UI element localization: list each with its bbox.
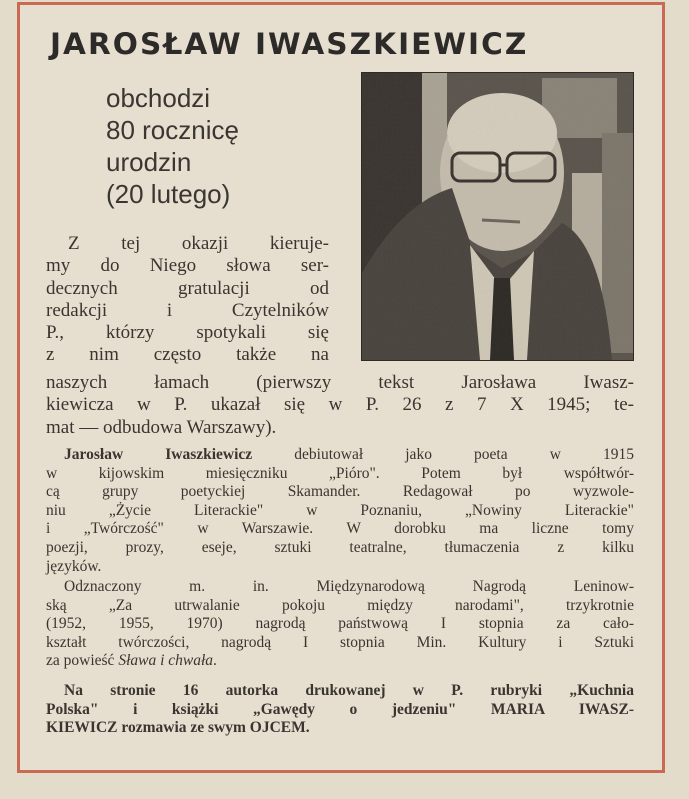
bio-line: cą grupy poetyckiej Skamander. Redagował po wyzwole-	[46, 483, 634, 501]
bio-line: języków.	[46, 557, 102, 575]
awards-line: ską „Za utrwalanie pokoju między narodami", trzykrotnie	[46, 596, 634, 614]
awards-line	[46, 652, 634, 671]
subtitle-line: 80 rocznicę	[106, 115, 239, 145]
intro-line: kiewicza w P. ukazał się w P. 26 z 7 X 1945; te-	[46, 394, 634, 416]
article-subtitle	[106, 82, 239, 210]
intro-line: naszych łamach (pierwszy tekst Jarosława Iwasz-	[46, 372, 634, 393]
intro-line: Z tej okazji kieruje-	[68, 233, 329, 254]
subtitle-line: obchodzi	[106, 83, 211, 113]
intro-line: z nim często także na	[46, 344, 329, 366]
portrait-photo	[361, 72, 634, 361]
portrait-image-icon	[362, 73, 633, 360]
intro-line: redakcji i Czytelników	[46, 299, 329, 321]
awards-line: (1952, 1955, 1970) nagrodą państwową I stopnia za cało-	[46, 615, 634, 633]
bio-line: i „Twórczość" w Warszawie. W dorobku ma liczne tomy	[46, 520, 634, 538]
awards-paragraph	[46, 578, 634, 671]
intro-line: mat — odbudowa Warszawy).	[46, 416, 277, 438]
bio-line: w kijowskim miesięczniku „Pióro". Potem był współtwór-	[46, 464, 634, 482]
biography-paragraph	[46, 446, 634, 576]
bio-name: Jarosław Iwaszkiewicz	[64, 446, 253, 463]
awards-text: .	[213, 652, 217, 670]
intro-line: P., którzy spotykali się	[46, 322, 329, 344]
final-note	[46, 682, 634, 738]
intro-paragraph	[46, 233, 329, 367]
intro-paragraph-continued	[46, 372, 634, 439]
awards-line: kształt twórczości, nagrodą I stopnia Min. Kultury i Sztuki	[46, 633, 634, 651]
intro-line: decznych gratulacji od	[46, 277, 329, 299]
final-line: Na stronie 16 autorka drukowanej w P. rubryki „Kuchnia	[64, 682, 634, 699]
bio-line: poezji, prozy, eseje, sztuki teatralne, tłumaczenia z kilku	[46, 538, 634, 556]
novel-title: Sława i chwała	[118, 652, 214, 670]
subtitle-line: urodzin	[106, 147, 192, 177]
subtitle-line: (20 lutego)	[106, 179, 231, 209]
bio-line: niu „Życie Literackie" w Poznaniu, „Nowiny Literackie"	[46, 501, 634, 519]
bio-line	[46, 446, 634, 465]
awards-text: za powieść	[46, 652, 119, 670]
bio-text: debiutował jako poeta w 1915	[252, 446, 634, 463]
final-line: Polska" i książki „Gawędy o jedzeniu" MARIA IWASZ-	[46, 700, 634, 718]
intro-line: my do Niego słowa ser-	[46, 255, 329, 277]
article-title: JAROSŁAW IWASZKIEWICZ	[50, 27, 529, 61]
awards-line: Odznaczony m. in. Międzynarodową Nagrodą Leninow-	[64, 578, 634, 595]
final-line: KIEWICZ rozmawia ze swym OJCEM.	[46, 719, 310, 737]
